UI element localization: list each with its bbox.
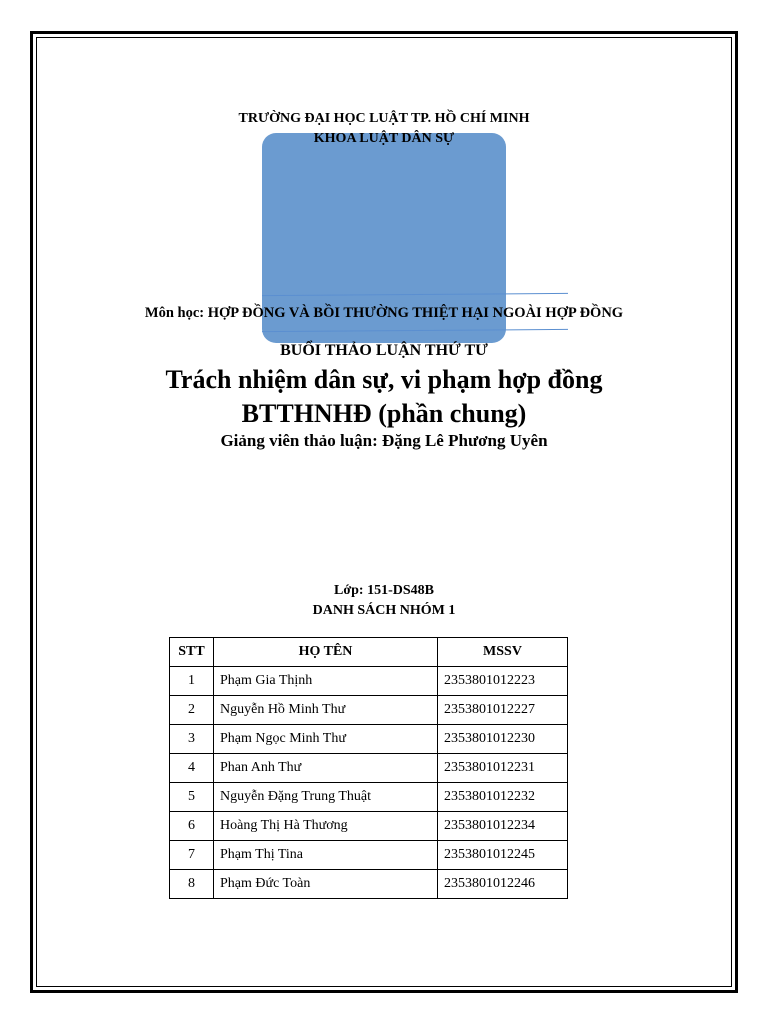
lecturer-name: Giảng viên thảo luận: Đặng Lê Phương Uyên <box>220 431 548 450</box>
row-student-id: 2353801012245 <box>438 841 568 870</box>
row-name: Phạm Đức Toàn <box>214 870 438 899</box>
table-row <box>170 667 568 696</box>
row-stt: 6 <box>170 812 214 841</box>
row-student-id: 2353801012223 <box>438 667 568 696</box>
school-name: TRƯỜNG ĐẠI HỌC LUẬT TP. HỒ CHÍ MINH <box>238 111 530 126</box>
row-student-id: 2353801012230 <box>438 725 568 754</box>
header-name: HỌ TÊN <box>214 638 438 667</box>
table-row <box>170 725 568 754</box>
row-name: Hoàng Thị Hà Thương <box>214 812 438 841</box>
topic-title-line-2: BTTHNHĐ (phần chung) <box>241 399 527 428</box>
row-stt: 3 <box>170 725 214 754</box>
class-code: Lớp: 151-DS48B <box>334 583 434 598</box>
table-row <box>170 841 568 870</box>
session-title: BUỔI THẢO LUẬN THỨ TƯ <box>280 342 488 359</box>
faculty-name: KHOA LUẬT DÂN SỰ <box>313 131 455 146</box>
row-name: Phạm Ngọc Minh Thư <box>214 725 438 754</box>
table-row <box>170 754 568 783</box>
member-table <box>169 637 568 899</box>
table-row <box>170 870 568 899</box>
group-list-title: DANH SÁCH NHÓM 1 <box>312 603 456 618</box>
row-name: Phan Anh Thư <box>214 754 438 783</box>
table-header-row <box>170 638 568 667</box>
header-student-id: MSSV <box>438 638 568 667</box>
row-student-id: 2353801012231 <box>438 754 568 783</box>
row-stt: 2 <box>170 696 214 725</box>
row-stt: 1 <box>170 667 214 696</box>
topic-title-line-1: Trách nhiệm dân sự, vi phạm hợp đồng <box>165 365 603 394</box>
row-name: Phạm Gia Thịnh <box>214 667 438 696</box>
row-stt: 5 <box>170 783 214 812</box>
row-student-id: 2353801012246 <box>438 870 568 899</box>
table-row <box>170 783 568 812</box>
row-student-id: 2353801012227 <box>438 696 568 725</box>
course-subject: Môn học: HỢP ĐỒNG VÀ BỒI THƯỜNG THIỆT HẠI NGOÀI HỢP ĐỒNG <box>144 305 624 321</box>
table-row <box>170 696 568 725</box>
row-name: Nguyễn Đặng Trung Thuật <box>214 783 438 812</box>
header-stt: STT <box>170 638 214 667</box>
row-student-id: 2353801012234 <box>438 812 568 841</box>
row-stt: 8 <box>170 870 214 899</box>
row-stt: 7 <box>170 841 214 870</box>
row-name: Phạm Thị Tina <box>214 841 438 870</box>
table-row <box>170 812 568 841</box>
row-stt: 4 <box>170 754 214 783</box>
row-name: Nguyễn Hồ Minh Thư <box>214 696 438 725</box>
row-student-id: 2353801012232 <box>438 783 568 812</box>
